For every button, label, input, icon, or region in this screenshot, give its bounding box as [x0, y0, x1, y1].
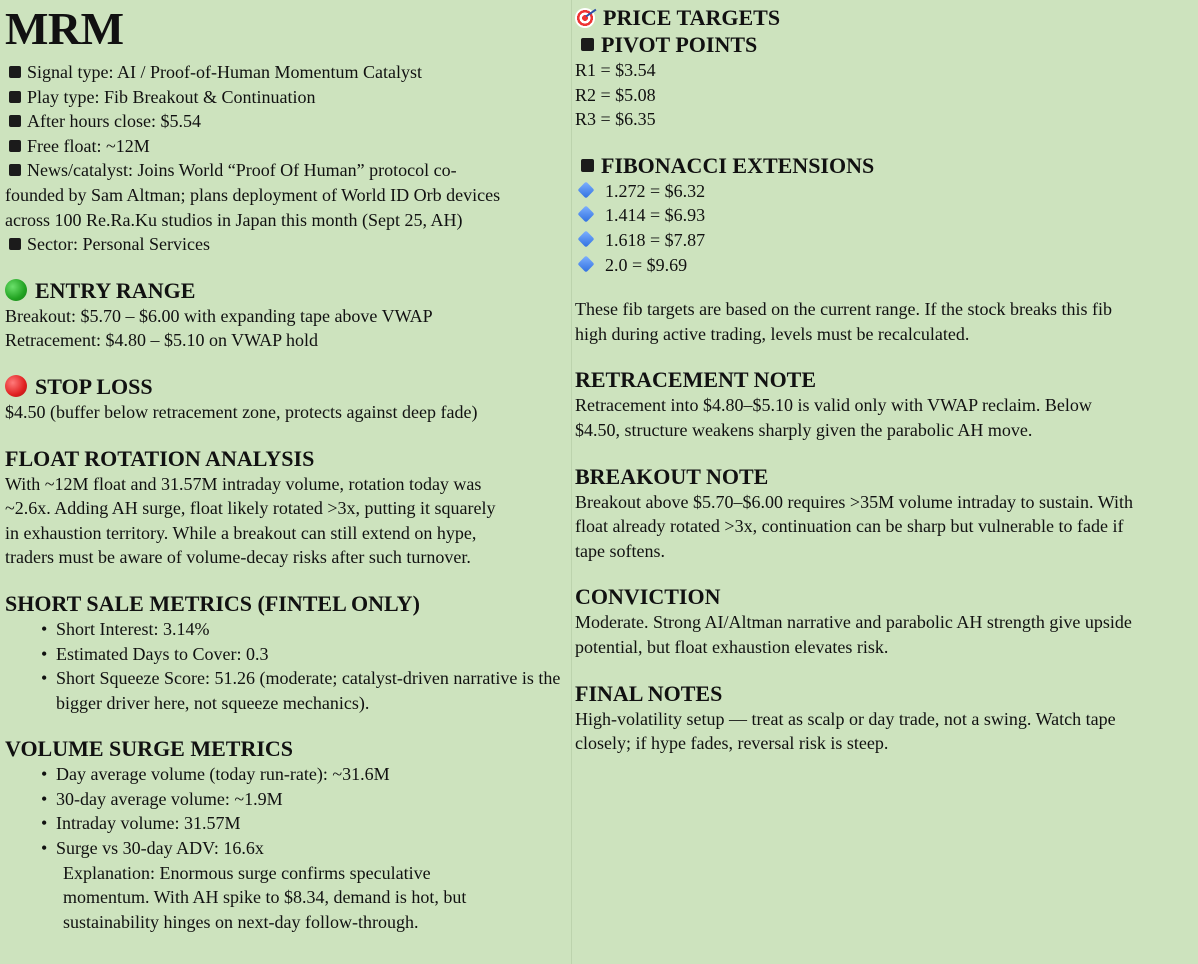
ticker-title: MRM	[5, 3, 124, 54]
square-bullet-icon	[9, 115, 21, 127]
fib-level: 1.618 = $7.87	[575, 228, 1198, 253]
list-item: • Short Squeeze Score: 51.26 (moderate; catalyst-driven narrative is the bigger driver here, not squeeze mechanics).	[41, 668, 561, 713]
short-sale-heading: SHORT SALE METRICS (FINTEL ONLY)	[5, 590, 420, 616]
list-item: • Surge vs 30-day ADV: 16.6x	[41, 836, 571, 861]
fib-level: 1.414 = $6.93	[575, 203, 1198, 228]
retracement-note-text: $4.50, structure weakens sharply given the parabolic AH move.	[575, 419, 1033, 440]
retracement-note-heading: RETRACEMENT NOTE	[575, 367, 817, 393]
retracement-note-text: Retracement into $4.80–$5.10 is valid only with VWAP reclaim. Below	[575, 395, 1092, 416]
breakout-note-text: float already rotated >3x, continuation can be sharp but vulnerable to fade if	[575, 516, 1124, 537]
dot-bullet-icon: •	[41, 838, 48, 859]
final-notes-heading: FINAL NOTES	[575, 680, 723, 706]
dot-bullet-icon: •	[41, 764, 48, 785]
square-bullet-icon	[581, 38, 594, 51]
dot-bullet-icon: •	[41, 668, 48, 689]
red-circle-icon	[5, 375, 27, 397]
info-news-catalyst-cont: across 100 Re.Ra.Ku studios in Japan this month (Sept 25, AH)	[5, 209, 463, 230]
square-bullet-icon	[9, 66, 21, 78]
blue-diamond-icon	[578, 230, 595, 247]
price-targets-heading: PRICE TARGETS	[575, 4, 1198, 31]
fib-level: 1.272 = $6.32	[575, 179, 1198, 204]
info-play-type: Play type: Fib Breakout & Continuation	[5, 85, 571, 110]
conviction-text: Moderate. Strong AI/Altman narrative and parabolic AH strength give upside	[575, 612, 1132, 633]
green-circle-icon	[5, 279, 27, 301]
target-icon	[575, 8, 595, 28]
stop-loss-heading: STOP LOSS	[5, 373, 571, 400]
square-bullet-icon	[581, 159, 594, 172]
float-rotation-text: ~2.6x. Adding AH surge, float likely rotated >3x, putting it squarely	[5, 498, 496, 519]
pivot-r1: R1 = $3.54	[575, 60, 656, 80]
breakout-note-text: Breakout above $5.70–$6.00 requires >35M volume intraday to sustain. With	[575, 491, 1133, 512]
breakout-note-heading: BREAKOUT NOTE	[575, 463, 769, 489]
short-sale-list	[5, 617, 571, 715]
blue-diamond-icon	[578, 255, 595, 272]
entry-retracement: Retracement: $4.80 – $5.10 on VWAP hold	[5, 330, 318, 351]
pivot-r3: R3 = $6.35	[575, 109, 656, 130]
entry-breakout: Breakout: $5.70 – $6.00 with expanding tape above VWAP	[5, 305, 433, 326]
info-news-catalyst: News/catalyst: Joins World “Proof Of Human” protocol co-	[5, 158, 571, 183]
list-item: • Day average volume (today run-rate): ~31.6M	[41, 762, 571, 787]
float-rotation-text: in exhaustion territory. While a breakout can still extend on hype,	[5, 522, 477, 543]
dot-bullet-icon: •	[41, 643, 48, 664]
conviction-text: potential, but float exhaustion elevates risk.	[575, 636, 889, 657]
fib-level: 2.0 = $9.69	[575, 253, 1198, 278]
float-rotation-text: traders must be aware of volume-decay risks after such turnover.	[5, 547, 471, 568]
list-item: • 30-day average volume: ~1.9M	[41, 787, 571, 812]
pivot-points-heading: PIVOT POINTS	[575, 31, 1198, 58]
conviction-heading: CONVICTION	[575, 584, 721, 610]
float-rotation-heading: FLOAT ROTATION ANALYSIS	[5, 445, 315, 471]
list-item: • Estimated Days to Cover: 0.3	[41, 642, 571, 667]
blue-diamond-icon	[578, 181, 595, 198]
square-bullet-icon	[9, 140, 21, 152]
fibonacci-heading: FIBONACCI EXTENSIONS	[575, 152, 1198, 179]
volume-surge-list	[5, 762, 571, 860]
info-free-float: Free float: ~12M	[5, 134, 571, 159]
volume-explanation-line: sustainability hinges on next-day follow-through.	[63, 911, 419, 932]
fib-note: high during active trading, levels must be recalculated.	[575, 323, 970, 344]
fib-note: These fib targets are based on the current range. If the stock breaks this fib	[575, 299, 1112, 320]
list-item: • Intraday volume: 31.57M	[41, 811, 571, 836]
info-signal-type: Signal type: AI / Proof-of-Human Momentum Catalyst	[5, 60, 571, 85]
float-rotation-text: With ~12M float and 31.57M intraday volume, rotation today was	[5, 473, 482, 494]
entry-range-heading: ENTRY RANGE	[5, 277, 571, 304]
volume-explanation-line: momentum. With AH spike to $8.34, demand is hot, but	[63, 887, 467, 908]
square-bullet-icon	[9, 91, 21, 103]
info-sector: Sector: Personal Services	[5, 232, 571, 257]
square-bullet-icon	[9, 164, 21, 176]
final-notes-text: High-volatility setup — treat as scalp or day trade, not a swing. Watch tape	[575, 708, 1116, 729]
dot-bullet-icon: •	[41, 788, 48, 809]
list-item: • Short Interest: 3.14%	[41, 617, 571, 642]
volume-explanation-line: Explanation: Enormous surge confirms speculative	[63, 862, 431, 883]
info-after-hours-close: After hours close: $5.54	[5, 109, 571, 134]
stop-loss-value: $4.50 (buffer below retracement zone, protects against deep fade)	[5, 401, 478, 422]
dot-bullet-icon: •	[41, 618, 48, 639]
dot-bullet-icon: •	[41, 813, 48, 834]
square-bullet-icon	[9, 238, 21, 250]
blue-diamond-icon	[578, 206, 595, 223]
breakout-note-text: tape softens.	[575, 540, 665, 561]
left-column	[0, 0, 572, 964]
info-news-catalyst-cont: founded by Sam Altman; plans deployment of World ID Orb devices	[5, 184, 501, 205]
pivot-r2: R2 = $5.08	[575, 84, 656, 105]
volume-surge-heading: VOLUME SURGE METRICS	[5, 736, 294, 762]
right-column	[572, 0, 1198, 964]
final-notes-text: closely; if hype fades, reversal risk is steep.	[575, 733, 889, 754]
